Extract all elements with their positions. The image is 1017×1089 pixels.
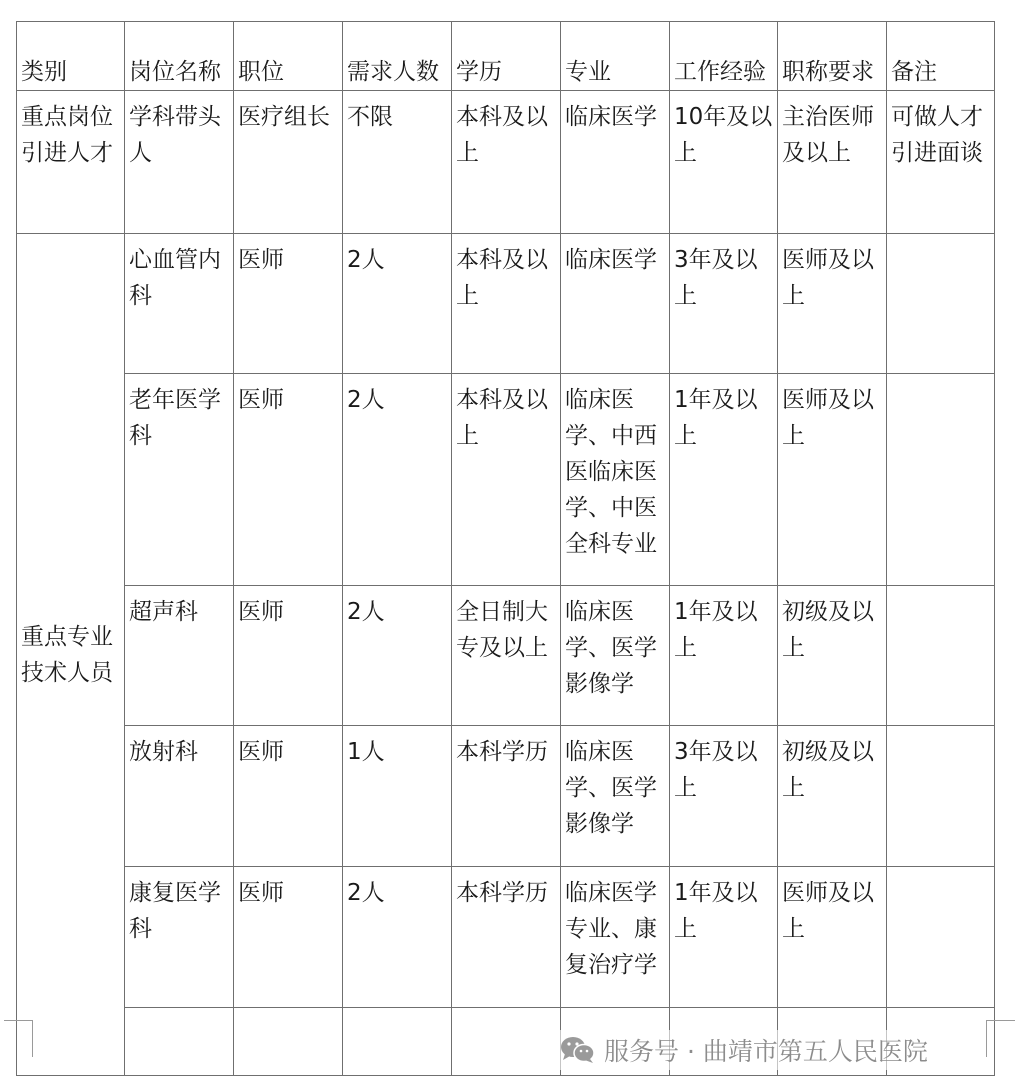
table-cell <box>887 867 995 1008</box>
table-cell: 本科及以上 <box>452 234 561 374</box>
table-cell: 医师 <box>234 586 343 726</box>
table-cell: 本科及以上 <box>452 91 561 234</box>
table-cell: 临床医学 <box>561 91 670 234</box>
category-cell: 重点专业技术人员 <box>17 234 125 1076</box>
table-row <box>17 234 995 374</box>
table-row <box>17 586 995 726</box>
header-cell: 工作经验 <box>670 22 778 91</box>
table-cell: 1年及以上 <box>670 586 778 726</box>
table-row <box>17 867 995 1008</box>
table-cell: 2人 <box>343 586 452 726</box>
watermark <box>560 1030 928 1070</box>
header-cell: 职位 <box>234 22 343 91</box>
table-cell: 2人 <box>343 374 452 586</box>
header-cell: 学历 <box>452 22 561 91</box>
header-cell: 职称要求 <box>778 22 887 91</box>
watermark-text: 服务号 · 曲靖市第五人民医院 <box>604 1037 928 1066</box>
table-cell: 本科学历 <box>452 726 561 867</box>
table-cell: 临床医学 <box>561 234 670 374</box>
table-cell: 学科带头人 <box>125 91 234 234</box>
table-cell: 初级及以上 <box>778 726 887 867</box>
table-row <box>17 374 995 586</box>
table-cell: 临床医学、医学影像学 <box>561 586 670 726</box>
table-cell: 医师及以上 <box>778 374 887 586</box>
wechat-icon <box>560 1035 596 1065</box>
table-cell: 医疗组长 <box>234 91 343 234</box>
table-cell <box>343 1008 452 1076</box>
table-cell: 临床医学、中西医临床医学、中医全科专业 <box>561 374 670 586</box>
header-cell: 专业 <box>561 22 670 91</box>
table-cell: 不限 <box>343 91 452 234</box>
page-corner-mark-right <box>986 1020 1015 1057</box>
table-cell: 康复医学科 <box>125 867 234 1008</box>
table-row <box>17 91 995 234</box>
table-cell <box>887 726 995 867</box>
table-cell: 初级及以上 <box>778 586 887 726</box>
table-cell: 临床医学、医学影像学 <box>561 726 670 867</box>
table-cell: 医师 <box>234 726 343 867</box>
table-cell <box>887 234 995 374</box>
table-header-row <box>17 22 995 91</box>
table-cell: 可做人才引进面谈 <box>887 91 995 234</box>
table-cell: 1年及以上 <box>670 867 778 1008</box>
header-cell: 岗位名称 <box>125 22 234 91</box>
table-cell: 心血管内科 <box>125 234 234 374</box>
table-cell: 2人 <box>343 867 452 1008</box>
table-cell: 1人 <box>343 726 452 867</box>
table-cell: 3年及以上 <box>670 234 778 374</box>
table-cell <box>887 586 995 726</box>
header-cell: 类别 <box>17 22 125 91</box>
table-cell: 医师及以上 <box>778 867 887 1008</box>
table-cell <box>887 374 995 586</box>
category-cell: 重点岗位引进人才 <box>17 91 125 234</box>
table-cell: 医师及以上 <box>778 234 887 374</box>
table-cell: 医师 <box>234 234 343 374</box>
table-cell: 本科学历 <box>452 867 561 1008</box>
header-cell: 需求人数 <box>343 22 452 91</box>
table-cell: 临床医学专业、康复治疗学 <box>561 867 670 1008</box>
table-cell <box>125 1008 234 1076</box>
table-cell: 2人 <box>343 234 452 374</box>
header-cell: 备注 <box>887 22 995 91</box>
recruitment-table <box>16 21 995 1076</box>
table-cell: 10年及以上 <box>670 91 778 234</box>
table-cell: 医师 <box>234 374 343 586</box>
table-cell: 主治医师及以上 <box>778 91 887 234</box>
table-cell <box>234 1008 343 1076</box>
table-cell: 全日制大专及以上 <box>452 586 561 726</box>
table-cell: 本科及以上 <box>452 374 561 586</box>
table-cell: 1年及以上 <box>670 374 778 586</box>
table-row <box>17 726 995 867</box>
table-cell: 3年及以上 <box>670 726 778 867</box>
table-cell: 超声科 <box>125 586 234 726</box>
table-cell: 老年医学科 <box>125 374 234 586</box>
page-corner-mark-left <box>4 1020 33 1057</box>
table-cell: 放射科 <box>125 726 234 867</box>
table-cell <box>452 1008 561 1076</box>
table-cell: 医师 <box>234 867 343 1008</box>
